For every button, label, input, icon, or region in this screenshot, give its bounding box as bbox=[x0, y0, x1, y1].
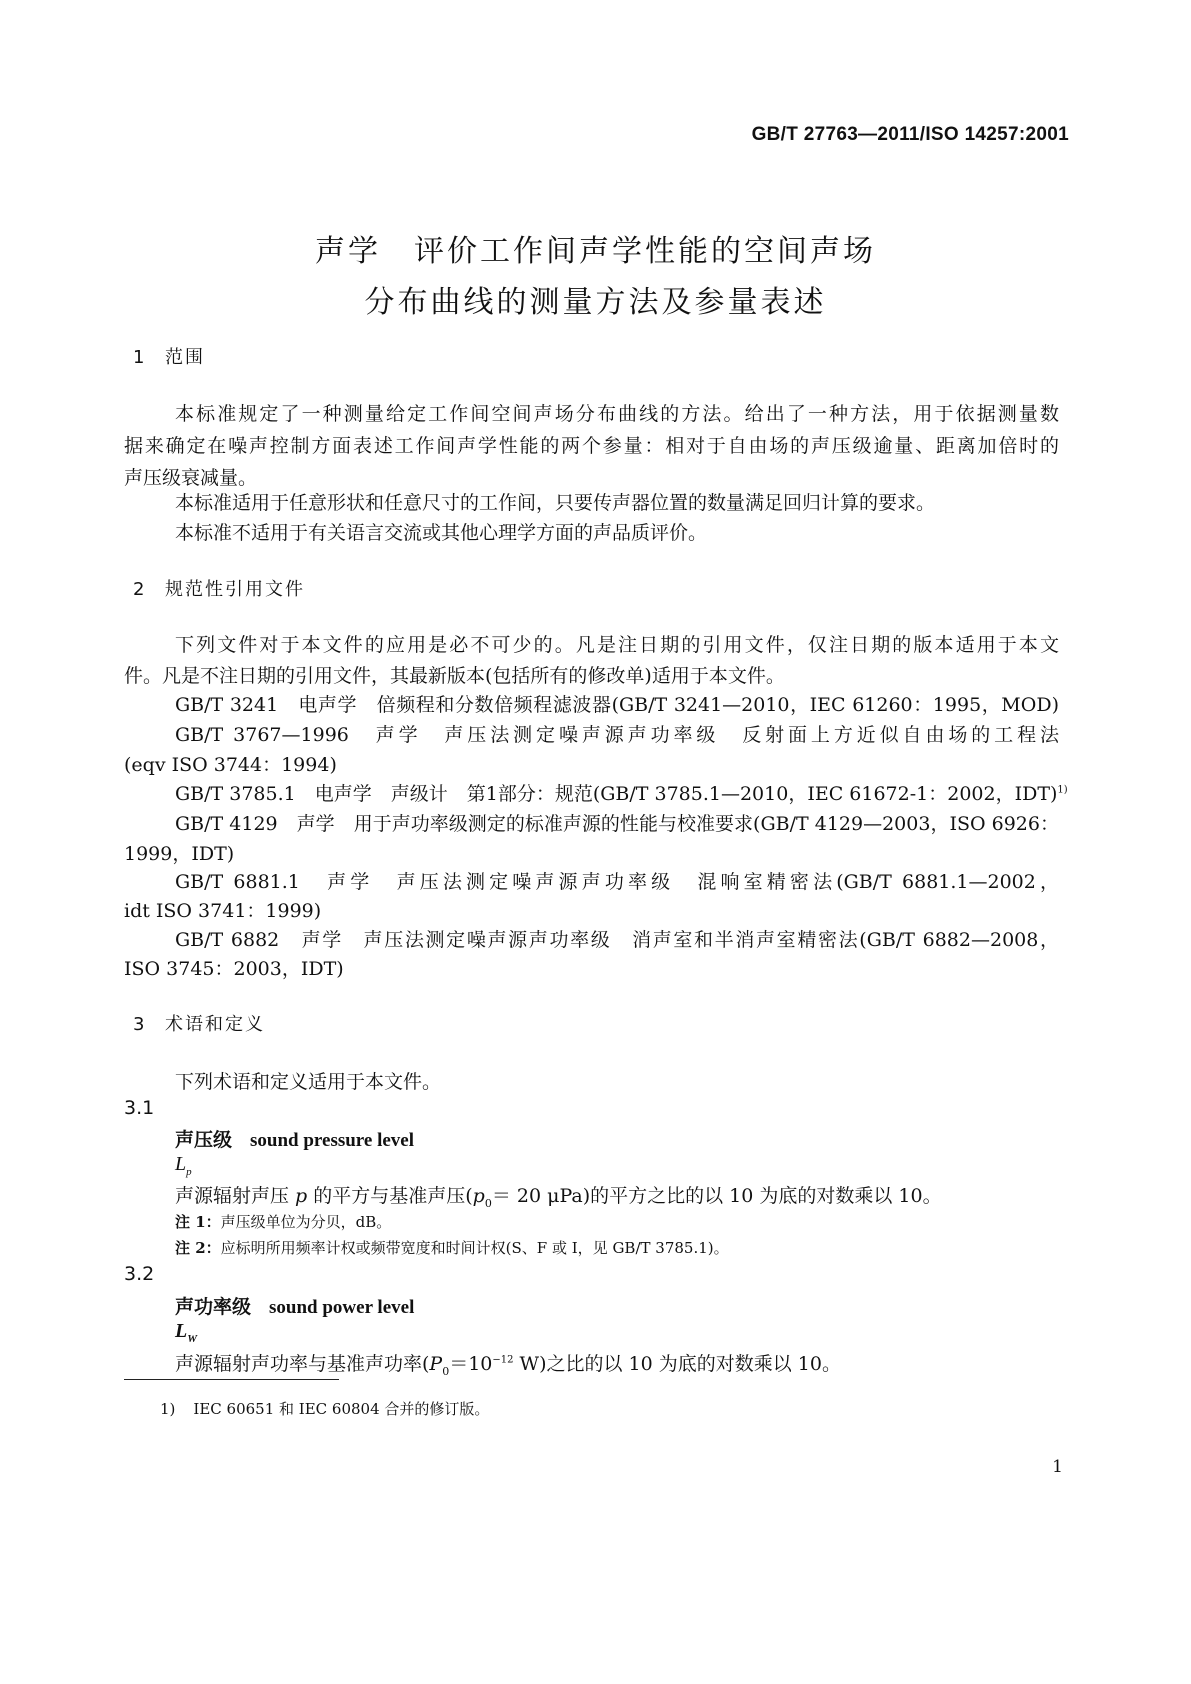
def-part: 的平方与基准声压( bbox=[307, 1185, 473, 1207]
def-ref-sub: 0 bbox=[484, 1196, 492, 1210]
section-number: 3 bbox=[133, 1014, 145, 1035]
term-3-1-note-1 bbox=[175, 1211, 391, 1232]
refs-intro-line-1: 下列文件对于本文件的应用是必不可少的。凡是注日期的引用文件，仅注日期的版本适用于本文 bbox=[175, 634, 1059, 656]
term-3-2-definition bbox=[175, 1349, 841, 1378]
term-3-1-symbol bbox=[175, 1153, 192, 1178]
section-2-heading bbox=[133, 575, 305, 601]
page-number: 1 bbox=[1052, 1457, 1063, 1477]
def-ref-var: P bbox=[429, 1353, 443, 1375]
footnote-mark: 1) bbox=[160, 1400, 176, 1418]
ref-gbt-3241: GB/T 3241 电声学 倍频程和分数倍频程滤波器(GB/T 3241—2010，IEC 61260：1995，MOD) bbox=[175, 694, 1059, 716]
term-3-1-number: 3.1 bbox=[124, 1097, 155, 1119]
term-zh: 声功率级 bbox=[175, 1296, 252, 1318]
def-exponent: −12 bbox=[492, 1354, 514, 1366]
doc-title-line-1: 声学 评价工作间声学性能的空间声场 bbox=[315, 234, 876, 269]
def-ref-var: p bbox=[472, 1185, 485, 1207]
section-1-heading bbox=[133, 343, 205, 369]
footnote-marker: 1) bbox=[1057, 784, 1068, 796]
footnote-separator bbox=[124, 1379, 339, 1380]
def-part: W)之比的以 10 为底的对数乘以 10。 bbox=[513, 1353, 841, 1375]
ref-gbt-6882-line-1: GB/T 6882 声学 声压法测定噪声源声功率级 消声室和半消声室精密法(GB/T 6882—2008， bbox=[175, 929, 1059, 951]
term-3-1-name bbox=[175, 1125, 414, 1152]
scope-para-2: 本标准适用于任意形状和任意尺寸的工作间，只要传声器位置的数量满足回归计算的要求。 bbox=[175, 492, 936, 514]
scope-para-3: 本标准不适用于有关语言交流或其他心理学方面的声品质评价。 bbox=[175, 522, 708, 544]
ref-gbt-3785-1 bbox=[175, 779, 1068, 806]
term-3-2-symbol bbox=[175, 1320, 197, 1345]
def-ref-sub: 0 bbox=[442, 1364, 450, 1378]
scope-para-1-line-3: 声压级衰减量。 bbox=[124, 467, 258, 489]
def-part: 声源辐射声功率与基准声功率( bbox=[175, 1353, 430, 1375]
symbol-subscript: p bbox=[186, 1166, 192, 1178]
symbol-letter: L bbox=[175, 1153, 187, 1175]
ref-text: GB/T 3785.1 电声学 声级计 第1部分：规范(GB/T 3785.1—2010，IEC 61672-1：2002，IDT) bbox=[175, 783, 1058, 805]
term-zh: 声压级 bbox=[175, 1129, 233, 1151]
term-3-1-definition bbox=[175, 1181, 942, 1210]
scope-para-1-line-2: 据来确定在噪声控制方面表述工作间声学性能的两个参量：相对于自由场的声压级逾量、距离加倍时的 bbox=[124, 435, 1059, 457]
note-text: 应标明所用频率计权或频带宽度和时间计权(S、F 或 I，见 GB/T 3785.1)。 bbox=[220, 1239, 729, 1257]
ref-gbt-4129-line-2: 1999，IDT) bbox=[124, 843, 235, 865]
term-3-2-number: 3.2 bbox=[124, 1263, 155, 1285]
ref-gbt-6881-1-line-1: GB/T 6881.1 声学 声压法测定噪声源声功率级 混响室精密法(GB/T 6881.1—2002， bbox=[175, 871, 1059, 893]
symbol-letter: L bbox=[175, 1320, 188, 1342]
symbol-subscript: W bbox=[187, 1333, 197, 1345]
ref-gbt-3767-line-1: GB/T 3767—1996 声学 声压法测定噪声源声功率级 反射面上方近似自由场的工程法 bbox=[175, 724, 1059, 746]
term-en: sound pressure level bbox=[250, 1130, 415, 1151]
scope-para-1-line-1: 本标准规定了一种测量给定工作间空间声场分布曲线的方法。给出了一种方法，用于依据测量数 bbox=[175, 403, 1059, 425]
footnote bbox=[160, 1398, 489, 1419]
section-title: 术语和定义 bbox=[165, 1014, 265, 1035]
ref-gbt-4129-line-1: GB/T 4129 声学 用于声功率级测定的标准声源的性能与校准要求(GB/T 4129—2003，ISO 6926： bbox=[175, 813, 1059, 835]
section-title: 规范性引用文件 bbox=[165, 579, 305, 600]
def-part: ＝ 20 μPa)的平方之比的以 10 为底的对数乘以 10。 bbox=[491, 1185, 942, 1207]
section-title: 范围 bbox=[165, 347, 205, 368]
def-var: p bbox=[295, 1185, 308, 1207]
refs-intro-line-2: 件。凡是不注日期的引用文件，其最新版本(包括所有的修改单)适用于本文件。 bbox=[124, 665, 785, 687]
term-3-1-note-2 bbox=[175, 1237, 729, 1258]
def-part: 声源辐射声压 bbox=[175, 1185, 296, 1207]
section-number: 1 bbox=[133, 347, 145, 368]
term-en: sound power level bbox=[269, 1297, 415, 1318]
def-part: ＝10 bbox=[449, 1353, 493, 1375]
terms-intro: 下列术语和定义适用于本文件。 bbox=[175, 1071, 442, 1093]
note-label: 注 1： bbox=[175, 1213, 221, 1231]
section-number: 2 bbox=[133, 579, 145, 600]
section-3-heading bbox=[133, 1010, 265, 1036]
ref-gbt-3767-line-2: (eqv ISO 3744：1994) bbox=[124, 754, 337, 776]
ref-gbt-6882-line-2: ISO 3745：2003，IDT) bbox=[124, 958, 344, 980]
standard-number-header: GB/T 27763—2011/ISO 14257:2001 bbox=[751, 124, 1069, 145]
doc-title-line-2: 分布曲线的测量方法及参量表述 bbox=[364, 285, 827, 320]
footnote-text: IEC 60651 和 IEC 60804 合并的修订版。 bbox=[193, 1400, 490, 1418]
note-label: 注 2： bbox=[175, 1239, 221, 1257]
ref-gbt-6881-1-line-2: idt ISO 3741：1999) bbox=[124, 900, 322, 922]
term-3-2-name bbox=[175, 1292, 414, 1319]
note-text: 声压级单位为分贝，dB。 bbox=[220, 1213, 392, 1231]
